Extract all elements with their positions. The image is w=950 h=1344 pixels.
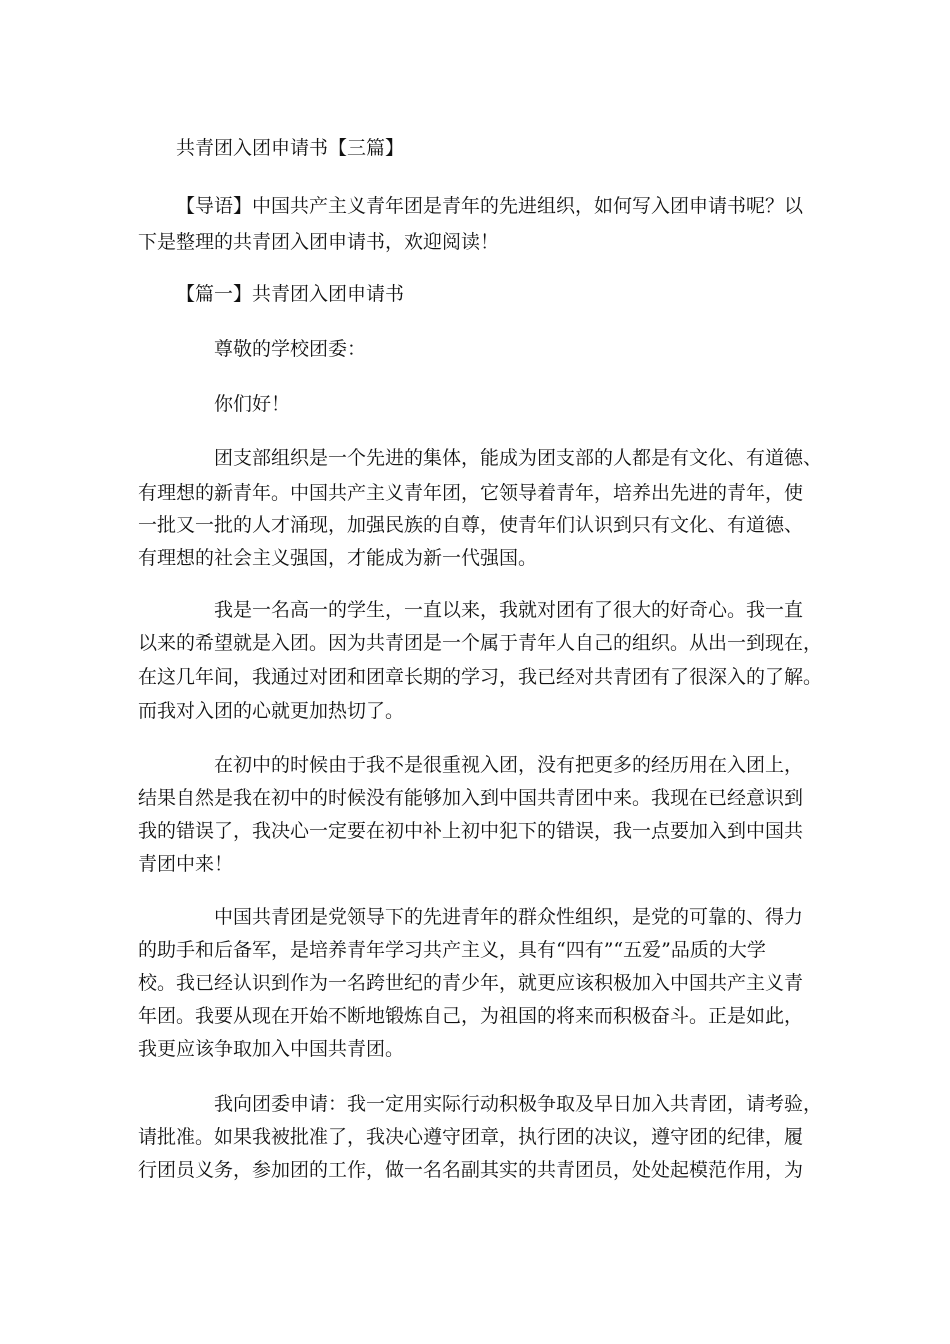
paragraph-line: 有理想的社会主义强国，才能成为新一代强国。 [138, 547, 538, 569]
paragraph-line: 行团员义务，参加团的工作，做一名名副其实的共青团员，处处起模范作用，为 [138, 1159, 804, 1181]
intro-line: 下是整理的共青团入团申请书，欢迎阅读！ [138, 231, 500, 253]
paragraph-line: 我的错误了，我决心一定要在初中补上初中犯下的错误，我一点要加入到中国共 [138, 820, 804, 842]
salutation: 尊敬的学校团委： [214, 338, 367, 360]
paragraph-line: 青团中来！ [138, 853, 234, 875]
paragraph-line: 团支部组织是一个先进的集体，能成为团支部的人都是有文化、有道德、 [214, 447, 823, 469]
paragraph-line: 结果自然是我在初中的时候没有能够加入到中国共青团中来。我现在已经意识到 [138, 787, 804, 809]
paragraph-line: 我更应该争取加入中国共青团。 [138, 1038, 405, 1060]
paragraph-line: 有理想的新青年。中国共产主义青年团，它领导着青年，培养出先进的青年，使 [138, 482, 804, 504]
paragraph-line: 我是一名高一的学生，一直以来，我就对团有了很大的好奇心。我一直 [214, 599, 804, 621]
paragraph-line: 一批又一批的人才涌现，加强民族的自尊，使青年们认识到只有文化、有道德、 [138, 514, 804, 536]
paragraph-line: 在这几年间，我通过对团和团章长期的学习，我已经对共青团有了很深入的了解。 [138, 666, 823, 688]
paragraph-line: 年团。我要从现在开始不断地锻炼自己，为祖国的将来而积极奋斗。正是如此， [138, 1005, 804, 1027]
paragraph-line: 在初中的时候由于我不是很重视入团，没有把更多的经历用在入团上， [214, 754, 804, 776]
paragraph-line: 的助手和后备军，是培养青年学习共产主义，具有“四有”“五爱”品质的大学 [138, 939, 766, 961]
paragraph-line: 而我对入团的心就更加热切了。 [138, 700, 405, 722]
intro-line: 【导语】中国共产主义青年团是青年的先进组织，如何写入团申请书呢？以 [176, 195, 804, 217]
section-heading: 【篇一】共青团入团申请书 [176, 283, 405, 305]
document-title: 共青团入团申请书【三篇】 [176, 137, 405, 159]
paragraph-line: 校。我已经认识到作为一名跨世纪的青少年，就更应该积极加入中国共产主义青 [138, 972, 804, 994]
greeting: 你们好！ [214, 393, 291, 415]
paragraph-line: 以来的希望就是入团。因为共青团是一个属于青年人自己的组织。从出一到现在， [138, 632, 823, 654]
paragraph-line: 请批准。如果我被批准了，我决心遵守团章，执行团的决议，遵守团的纪律，履 [138, 1126, 804, 1148]
paragraph-line: 我向团委申请：我一定用实际行动积极争取及早日加入共青团，请考验， [214, 1093, 823, 1115]
paragraph-line: 中国共青团是党领导下的先进青年的群众性组织，是党的可靠的、得力 [214, 906, 804, 928]
